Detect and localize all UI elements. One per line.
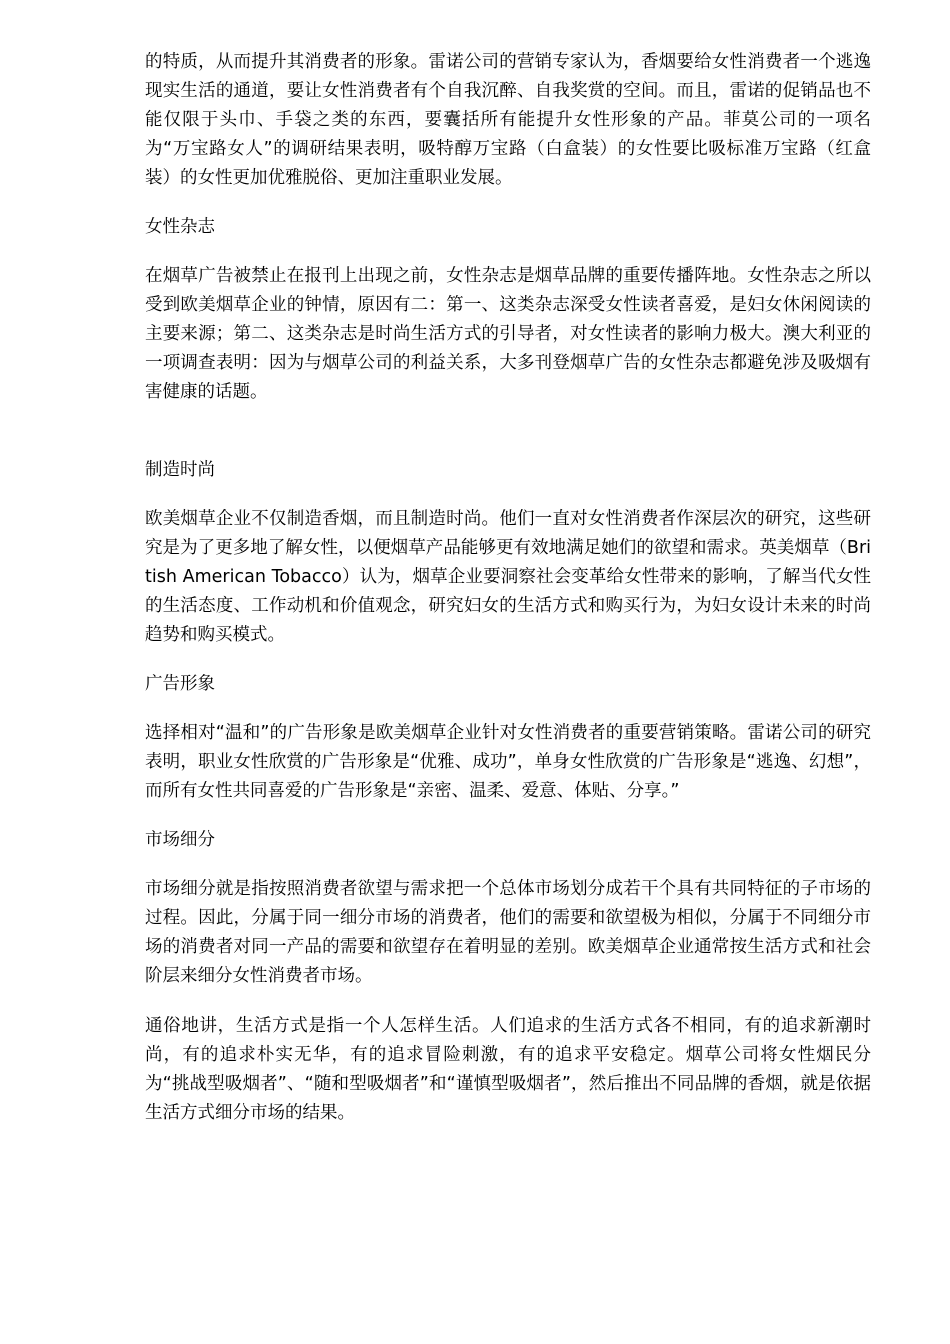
heading-market-segmentation: 市场细分 <box>145 830 215 850</box>
paragraph-brand-image: 的特质，从而提升其消费者的形象。雷诺公司的营销专家认为，香烟要给女性消费者一个逃逸现实生活的通道，要让女性消费者有个自我沉醉、自我奖赏的空间。而且，雷诺的促销品也不能仅限于头巾、手袋之类的东西，要囊括所有能提升女性形象的产品。菲莫公司的一项名为“万宝路女人”的调研结果表明，吸特醇万宝路（白盒装）的女性要比吸标准万宝路（红盒装）的女性更加优雅脱俗、更加注重职业发展。 <box>145 52 871 188</box>
heading-ad-image: 广告形象 <box>145 674 215 694</box>
paragraph-womens-magazines: 在烟草广告被禁止在报刊上出现之前，女性杂志是烟草品牌的重要传播阵地。女性杂志之所以受到欧美烟草企业的钟情，原因有二：第一、这类杂志深受女性读者喜爱，是妇女休闲阅读的主要来源；第二、这类杂志是时尚生活方式的引导者，对女性读者的影响力极大。澳大利亚的一项调查表明：因为与烟草公司的利益关系，大多刊登烟草广告的女性杂志都避免涉及吸烟有害健康的话题。 <box>145 266 871 402</box>
spacer <box>145 485 871 505</box>
heading-womens-magazines: 女性杂志 <box>145 217 215 237</box>
document-body <box>145 48 871 1128</box>
paragraph-creating-fashion: 欧美烟草企业不仅制造香烟，而且制造时尚。他们一直对女性消费者作深层次的研究，这些研究是为了更多地了解女性，以便烟草产品能够更有效地满足她们的欲望和需求。英美烟草（British American Tobacco）认为，烟草企业要洞察社会变革给女性带来的影响，了解当代女性的生活态度、工作动机和价值观念，研究妇女的生活方式和购买行为，为妇女设计未来的时尚趋势和购买模式。 <box>145 509 871 645</box>
spacer <box>145 699 871 719</box>
heading-creating-fashion: 制造时尚 <box>145 460 215 480</box>
spacer <box>145 242 871 262</box>
spacer <box>145 407 871 456</box>
spacer <box>145 193 871 213</box>
paragraph-market-segmentation: 市场细分就是指按照消费者欲望与需求把一个总体市场划分成若干个具有共同特征的子市场的过程。因此，分属于同一细分市场的消费者，他们的需要和欲望极为相似，分属于不同细分市场的消费者对同一产品的需要和欲望存在着明显的差别。欧美烟草企业通常按生活方式和社会阶层来细分女性消费者市场。 <box>145 879 871 986</box>
spacer <box>145 855 871 875</box>
spacer <box>145 806 871 826</box>
paragraph-ad-image: 选择相对“温和”的广告形象是欧美烟草企业针对女性消费者的重要营销策略。雷诺公司的研究表明，职业女性欣赏的广告形象是“优雅、成功”，单身女性欣赏的广告形象是“逃逸、幻想”，而所有女性共同喜爱的广告形象是“亲密、温柔、爱意、体贴、分享。” <box>145 723 871 801</box>
paragraph-lifestyle: 通俗地讲，生活方式是指一个人怎样生活。人们追求的生活方式各不相同，有的追求新潮时尚，有的追求朴实无华，有的追求冒险刺激，有的追求平安稳定。烟草公司将女性烟民分为“挑战型吸烟者”、“随和型吸烟者”和“谨慎型吸烟者”，然后推出不同品牌的香烟，就是依据生活方式细分市场的结果。 <box>145 1016 871 1123</box>
spacer <box>145 650 871 670</box>
spacer <box>145 991 871 1012</box>
